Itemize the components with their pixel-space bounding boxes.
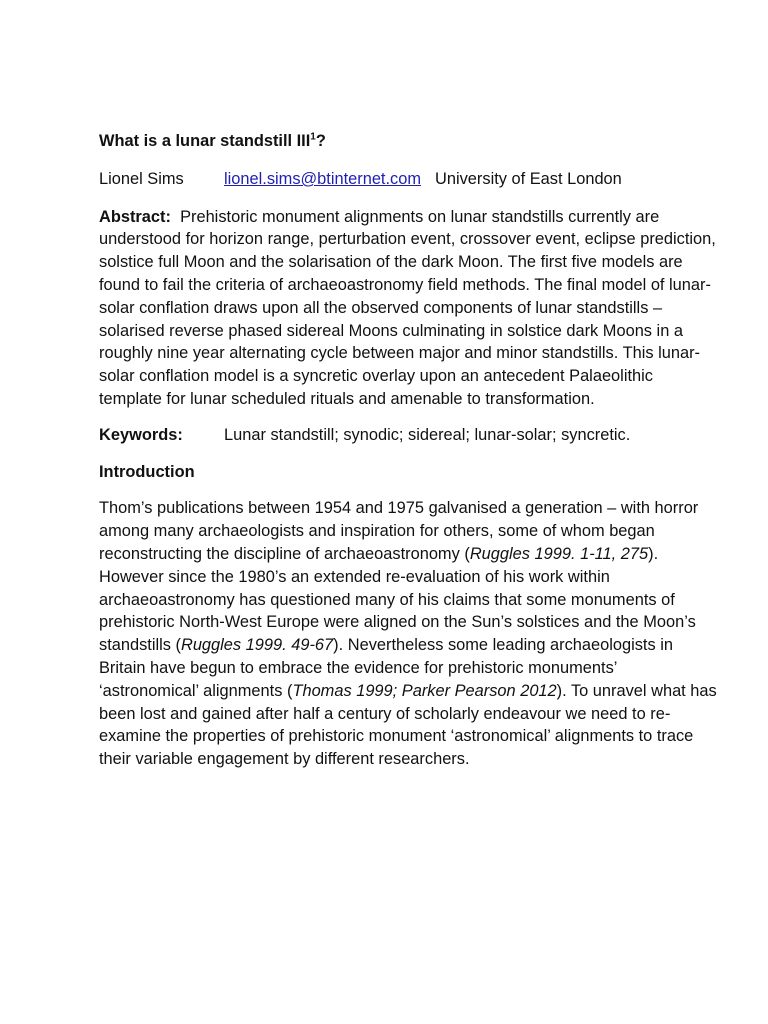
keywords-text: Lunar standstill; synodic; sidereal; lunar-solar; syncretic. (224, 425, 631, 444)
author-email-link[interactable]: lionel.sims@btinternet.com (224, 169, 422, 188)
introduction-paragraph (99, 497, 719, 771)
title-footnote-marker[interactable]: 1 (310, 131, 316, 143)
keywords-label: Keywords: (99, 425, 183, 444)
citation-ruggles-2: Ruggles 1999. 49-67 (180, 636, 334, 655)
author-name: Lionel Sims (99, 169, 184, 188)
citation-thomas-parker-pearson: Thomas 1999; Parker Pearson 2012 (292, 681, 557, 700)
intro-text-3: ). Nevertheless some leading archaeologists in Britain have begun to embrace the evidence for prehistoric monuments’ ‘astronomical’ alignments ( (99, 636, 673, 700)
title-text: What is a lunar standstill III (99, 132, 311, 150)
introduction-heading: Introduction (99, 462, 195, 481)
intro-text-4: ). To unravel what has been lost and gained after half a century of scholarly endeavour we need to re-examine the properties of prehistoric monument ‘astronomical’ alignments to trace their variable engagement by different researchers. (99, 681, 717, 769)
abstract (99, 206, 719, 411)
intro-text-1: Thom’s publications between 1954 and 1975 galvanised a generation – with horror among many archaeologists and inspiration for others, some of whom began reconstructing the discipline of archaeoastronomy ( (99, 499, 699, 563)
title-end: ? (315, 132, 326, 150)
paper-title (99, 130, 719, 153)
author-line (99, 168, 719, 191)
paper-page (99, 130, 719, 784)
abstract-label: Abstract: (99, 207, 171, 226)
author-affiliation: University of East London (435, 169, 622, 188)
abstract-text: Prehistoric monument alignments on lunar standstills currently are understood for horizon range, perturbation event, crossover event, eclipse prediction, solstice full Moon and the solarisation of the dark Moon. The first five models are found to fail the criteria of archaeoastronomy field methods. The final model of lunar-solar conflation draws upon all the observed components of lunar standstills – solarised reverse phased sidereal Moons culminating in solstice dark Moons in a roughly nine year alternating cycle between major and minor standstills. This lunar-solar conflation model is a syncretic overlay upon an antecedent Palaeolithic template for lunar scheduled rituals and amenable to transformation. (99, 207, 716, 408)
keywords-line (99, 424, 719, 447)
intro-text-2: ). However since the 1980’s an extended re-evaluation of his work within archaeoastronomy has questioned many of his claims that some monuments of prehistoric North-West Europe were aligned on the Sun’s solstices and the Moon’s standstills ( (99, 544, 696, 655)
citation-ruggles-1: Ruggles 1999. 1-11, 275 (469, 544, 649, 563)
